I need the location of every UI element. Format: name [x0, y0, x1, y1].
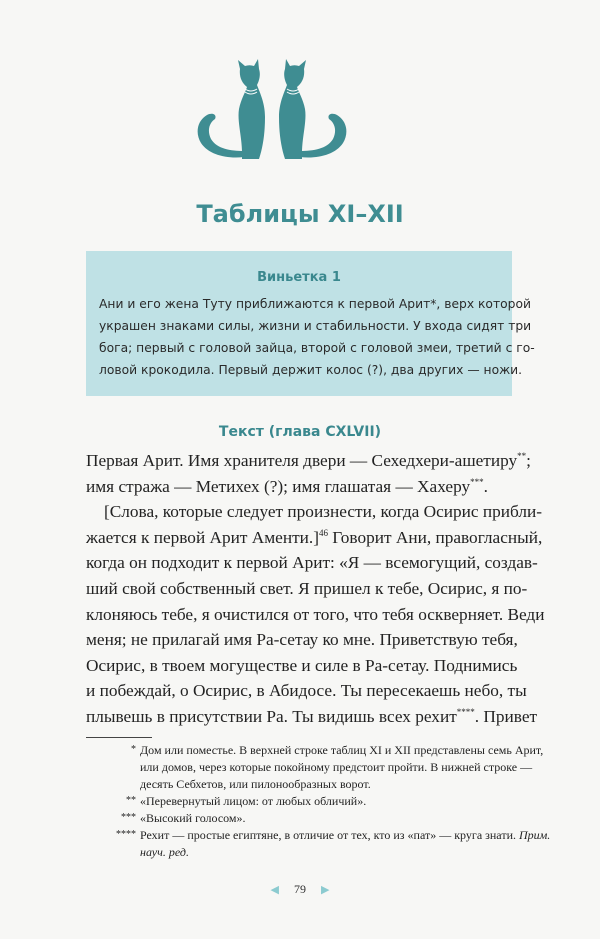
footnote-mark: *	[131, 744, 136, 755]
footnote	[86, 810, 513, 827]
left-arrow-icon[interactable]: ◀	[270, 884, 279, 896]
footnote-line: Рехит — простые египтяне, в отличие от тех, кто из «пат» — круга знати. Прим.	[140, 828, 551, 842]
page-footer	[0, 882, 600, 897]
right-arrow-icon[interactable]: ▶	[321, 884, 330, 896]
body-line: жается к первой Арит Аменти.]$^{46}$ Говорит Ани, правогласный,	[86, 527, 543, 547]
body-line: плывешь в присутствии Ра. Ты видишь всех рехит****. Привет	[86, 706, 538, 726]
body-line: Осирис, в твоем могуществе и силе в Ра-сетау. Поднимись	[86, 655, 518, 675]
body-text	[86, 448, 545, 730]
footnote-line: «Высокий голосом».	[140, 811, 246, 825]
body-line: имя стража — Метихех (?); имя глашатая — Хахеру***.	[86, 476, 488, 496]
footnote	[86, 827, 551, 861]
footnote-mark: **	[126, 795, 136, 806]
body-line: и побеждай, о Осирис, в Абидосе. Ты пересекаешь небо, ты	[86, 681, 527, 701]
body-line: Первая Арит. Имя хранителя двери — Сехедхери-ашетиру**;	[86, 451, 531, 470]
footnote-line: «Перевернутый лицом: от любых обличий».	[140, 794, 367, 808]
body-line: меня; не прилагай имя Ра-сетау ко мне. Приветствую тебя,	[86, 630, 518, 650]
footnote	[86, 742, 544, 793]
footnotes	[86, 742, 551, 861]
footnote-line: или домов, через которые покойному предстоит пройти. В нижней строке —	[140, 760, 533, 774]
vignette-title: Виньетка 1	[257, 270, 341, 285]
body-line: когда он подходит к первой Арит: «Я — всемогущий, создав-	[86, 553, 538, 573]
footnote	[86, 793, 513, 810]
vignette-line: Ани и его жена Туту приближаются к первой Арит*, верх которой	[99, 297, 531, 311]
vignette-box	[86, 251, 535, 396]
text-section-title: Текст (глава CXLVII)	[218, 424, 382, 440]
vignette-text	[99, 293, 535, 381]
vignette-line: бога; первый с головой зайца, второй с головой змеи, третий с го-	[99, 341, 535, 355]
page-number: 79	[294, 882, 306, 896]
two-cats-icon	[187, 57, 357, 161]
footnote-mark: ***	[121, 812, 136, 823]
footnote-divider	[86, 737, 152, 738]
vignette-line: украшен знаками силы, жизни и стабильности. У входа сидят три	[99, 319, 532, 333]
footnote-line: науч. ред.	[140, 845, 189, 859]
footnote-line: десять Себхетов, или пилонообразных ворот.	[140, 777, 371, 791]
footnote-line: Дом или поместье. В верхней строке таблиц XI и XII представлены семь Арит,	[140, 743, 544, 757]
body-line: клоняюсь тебе, я очистился от того, что тебя оскверняет. Веди	[86, 604, 545, 624]
page-title: Таблицы XI–XII	[196, 200, 404, 228]
footnote-mark: ****	[116, 829, 136, 840]
body-line: ший свой собственный свет. Я пришел к тебе, Осирис, я по-	[86, 578, 528, 598]
vignette-line: ловой крокодила. Первый держит колос (?), два других — ножи.	[99, 363, 523, 377]
body-line: [Слова, которые следует произнести, когда Осирис прибли-	[104, 502, 543, 522]
